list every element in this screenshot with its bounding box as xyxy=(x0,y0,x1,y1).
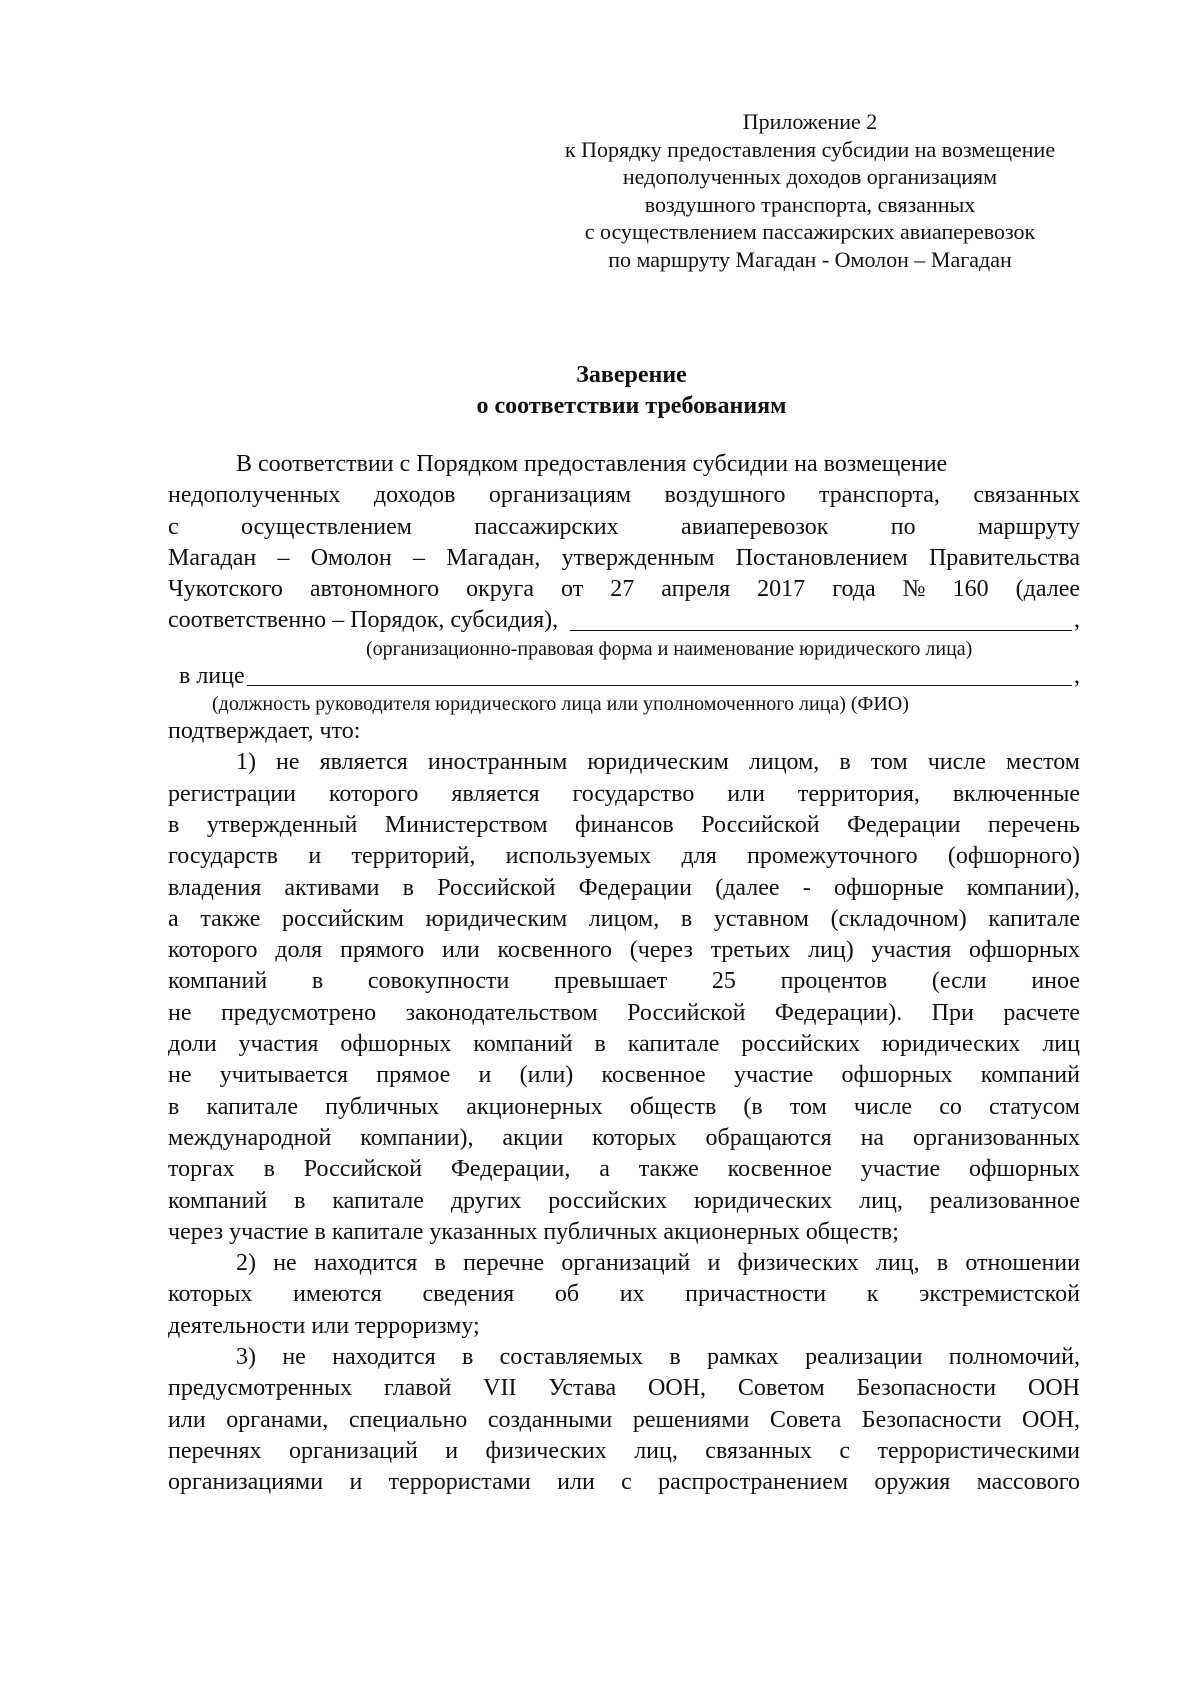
intro-line: Магадан – Омолон – Магадан, утвержденным Постановлением Правительства xyxy=(168,544,1080,571)
word: в xyxy=(311,968,324,995)
item1-line: в капитале публичных акционерных обществ (в том числе со статусом xyxy=(168,1093,1080,1120)
item1-line: государств и территорий, используемых для промежуточного (офшорного) xyxy=(168,843,1080,870)
item2-line-spread xyxy=(168,1279,1080,1310)
word: осуществлением xyxy=(240,513,412,540)
appendix-line: к Порядку предоставления субсидии на возмещение xyxy=(564,136,1056,162)
item3-line: 3) не находится в составляемых в рамках реализации полномочий, xyxy=(236,1344,1080,1371)
word: маршруту xyxy=(977,513,1080,540)
word: пассажирских xyxy=(474,513,619,540)
appendix-header xyxy=(520,108,1100,273)
person-caption: (должность руководителя юридического лица или уполномоченного лица) (ФИО) xyxy=(212,693,909,716)
item1-line: в утвержденный Министерством финансов Российской Федерации перечень xyxy=(168,811,1080,838)
item1-line: не учитывается прямое и (или) косвенное участие офшорных компаний xyxy=(168,1062,1080,1089)
document-title xyxy=(0,360,1200,422)
confirms-line: подтверждает, что: xyxy=(168,718,361,745)
appendix-line: воздушного транспорта, связанных xyxy=(644,191,976,217)
word: экстремистской xyxy=(919,1281,1080,1308)
item1-line: а также российским юридическим лицом, в уставном (складочном) капитале xyxy=(168,905,1080,932)
word: сведения xyxy=(422,1281,515,1308)
intro-line: Чукотского автономного округа от 27 апреля 2017 года № 160 (далее xyxy=(168,576,1080,603)
item3-line: или органами, специально созданными решениями Совета Безопасности ООН, xyxy=(168,1406,1080,1433)
item1-line: международной компании), акции которых обращаются на организованных xyxy=(168,1124,1080,1151)
item1-line: регистрации которого является государство или территория, включенные xyxy=(168,780,1080,807)
org-name-row xyxy=(168,605,1080,636)
item1-line: компаний в капитале других российских юридических лиц, реализованное xyxy=(168,1187,1080,1214)
title-line-1: Заверение xyxy=(576,362,687,388)
in-person-label: в лице xyxy=(179,662,245,689)
word: с xyxy=(168,513,179,540)
item2-line-last: деятельности или терроризму; xyxy=(168,1312,480,1339)
word: по xyxy=(890,513,916,540)
appendix-line: по маршруту Магадан - Омолон – Магадан xyxy=(608,246,1012,272)
word: компаний xyxy=(168,968,268,995)
document-body xyxy=(168,449,1080,1499)
comma: , xyxy=(1074,607,1080,634)
item1-line: торгах в Российской Федерации, а также косвенное участие офшорных xyxy=(168,1156,1080,1183)
word: процентов xyxy=(780,968,888,995)
intro-line xyxy=(168,449,1080,480)
word: иное xyxy=(1031,968,1080,995)
item3-line: организациями и террористами или с распространением оружия массового xyxy=(168,1469,1080,1496)
item1-line: владения активами в Российской Федерации (далее - офшорные компании), xyxy=(168,874,1080,901)
word: которых xyxy=(168,1281,253,1308)
comma: , xyxy=(1074,662,1080,689)
word: причастности xyxy=(685,1281,827,1308)
word: имеются xyxy=(293,1281,382,1308)
item1-line: не предусмотрено законодательством Российской Федерации). При расчете xyxy=(168,999,1080,1026)
item3-line: перечнях организаций и физических лиц, связанных с террористическими xyxy=(168,1437,1080,1464)
word: совокупности xyxy=(367,968,510,995)
word: авиаперевозок xyxy=(680,513,829,540)
word: 25 xyxy=(711,968,736,995)
item1-line: доли участия офшорных компаний в капитале российских юридических лиц xyxy=(168,1031,1080,1058)
appendix-line: Приложение 2 xyxy=(742,109,878,134)
person-blank-line xyxy=(247,684,1072,686)
org-name-caption: (организационно-правовая форма и наименование юридического лица) xyxy=(366,637,973,660)
org-name-blank-line xyxy=(570,629,1072,631)
title-line-2: о соответствии требованиям xyxy=(476,393,787,419)
intro-text: соответственно – Порядок, субсидия), xyxy=(168,607,559,634)
item1-line: которого доля прямого или косвенного (через третьих лиц) участия офшорных xyxy=(168,937,1080,964)
item3-line: предусмотренных главой VII Устава ООН, Советом Безопасности ООН xyxy=(168,1375,1080,1402)
item1-line-last: через участие в капитале указанных публичных акционерных обществ; xyxy=(168,1218,899,1245)
word: превышает xyxy=(553,968,668,995)
word: их xyxy=(619,1281,645,1308)
word: к xyxy=(866,1281,879,1308)
item1-line-spread xyxy=(168,966,1080,997)
appendix-line: с осуществлением пассажирских авиаперевозок xyxy=(584,219,1036,244)
person-row xyxy=(168,661,1080,692)
item1-line: 1) не является иностранным юридическим лицом, в том числе местом xyxy=(236,749,1080,776)
intro-line-spread xyxy=(168,512,1080,543)
appendix-line: недополученных доходов организациям xyxy=(622,164,998,189)
word: (если xyxy=(931,968,987,995)
intro-line: недополученных доходов организациям воздушного транспорта, связанных xyxy=(168,482,1080,509)
item2-line: 2) не находится в перечне организаций и физических лиц, в отношении xyxy=(236,1250,1080,1277)
text: В соответствии с Порядком предоставления субсидии на возмещение xyxy=(236,451,948,477)
word: об xyxy=(554,1281,580,1308)
